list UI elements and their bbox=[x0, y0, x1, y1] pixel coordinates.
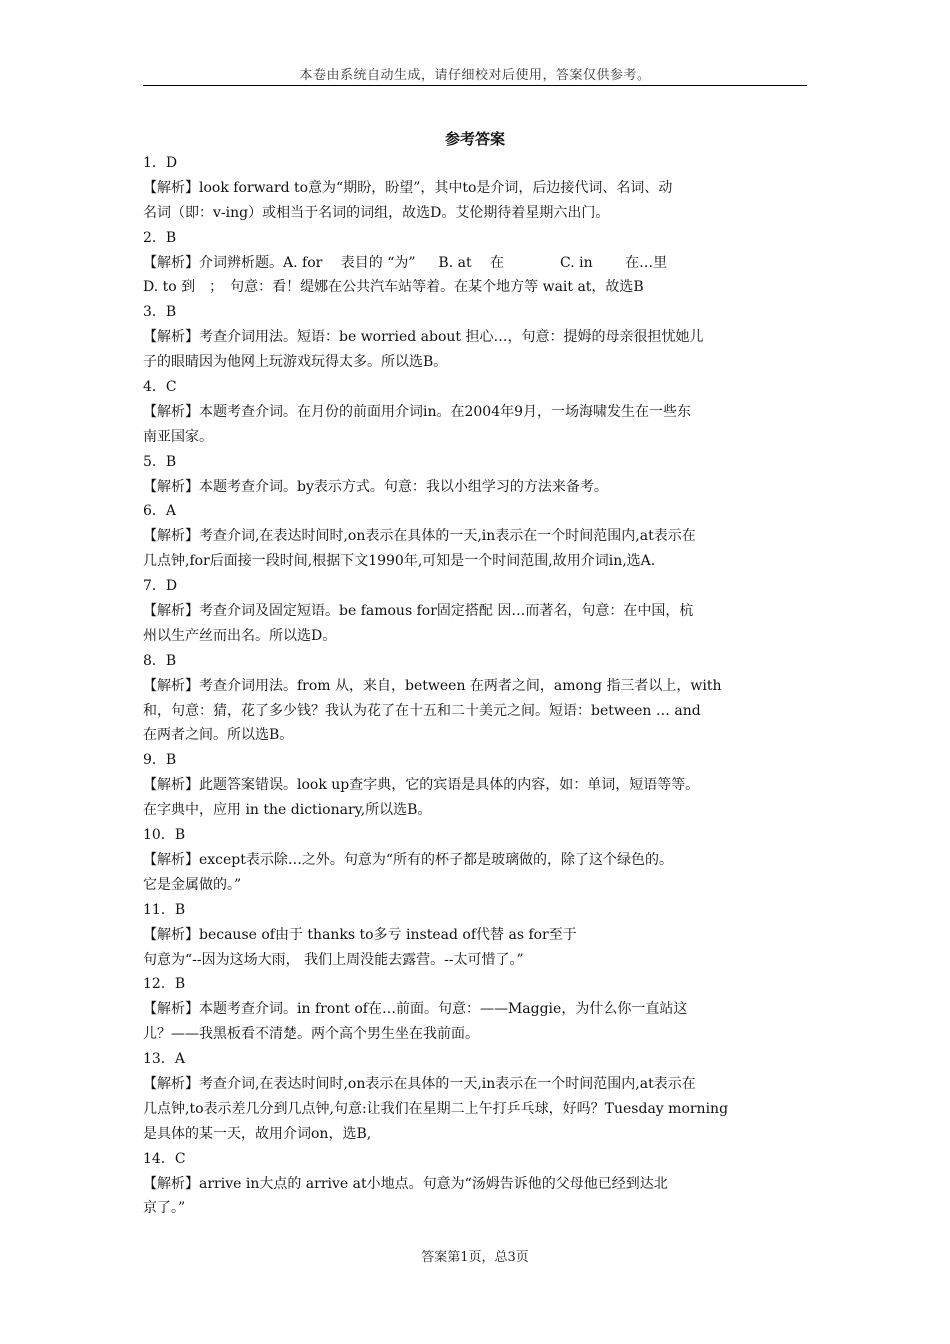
content-line: 儿？——我黑板看不清楚。两个高个男生坐在我前面。 bbox=[143, 1026, 479, 1043]
content-line: 【解析】考查介词,在表达时间时,on表示在具体的一天,in表示在一个时间范围内,at表示在 bbox=[143, 528, 696, 545]
content-line: 4．C bbox=[143, 379, 177, 396]
content-line: 3．B bbox=[143, 304, 177, 321]
content-line: 7．D bbox=[143, 578, 178, 595]
content-line: 南亚国家。 bbox=[143, 428, 213, 445]
header-disclaimer: 本卷由系统自动生成，请仔细校对后使用，答案仅供参考。 bbox=[299, 68, 651, 83]
content-line: 和，句意：猜，花了多少钱？我认为花了在十五和二十美元之间。短语：between … and bbox=[143, 702, 701, 719]
content-line: 几点钟,to表示差几分到几点钟,句意:让我们在星期二上午打乒乓球，好吗？Tuesday morning bbox=[143, 1100, 729, 1117]
content-line: 名词（即：v-ing）或相当于名词的词组，故选D。艾伦期待着星期六出门。 bbox=[143, 204, 610, 221]
content-line: 【解析】本题考查介词。在月份的前面用介词in。在2004年9月，一场海啸发生在一些东 bbox=[143, 403, 692, 420]
content-line: 5．B bbox=[143, 453, 177, 470]
content-line: 它是金属做的。” bbox=[143, 876, 242, 893]
content-line: 子的眼睛因为他网上玩游戏玩得太多。所以选B。 bbox=[143, 354, 448, 371]
content-line: 【解析】because of由于 thanks to多亏 instead of代替 as for至于 bbox=[143, 926, 577, 943]
content-line: 【解析】考查介词及固定短语。be famous for固定搭配 因…而著名，句意：在中国，杭 bbox=[143, 603, 694, 620]
content-line: 【解析】except表示除…之外。句意为“所有的杯子都是玻璃做的，除了这个绿色的。 bbox=[143, 851, 674, 868]
content-line: 【解析】介词辨析题。A. for 表目的 “为” B. at 在 C. in 在…里 bbox=[143, 254, 668, 271]
page-footer: 答案第1页，总3页 bbox=[421, 1250, 529, 1265]
content-line: 【解析】考查介词,在表达时间时,on表示在具体的一天,in表示在一个时间范围内,at表示在 bbox=[143, 1075, 696, 1092]
content-line: 12．B bbox=[143, 976, 186, 993]
content-line: 在两者之间。所以选B。 bbox=[143, 727, 294, 744]
page-title: 参考答案 bbox=[444, 130, 505, 148]
content-line: 14．C bbox=[143, 1150, 186, 1167]
content-line: D. to 到 ； 句意：看！缇娜在公共汽车站等着。在某个地方等 wait at，故选B bbox=[143, 279, 644, 296]
content-line: 1．D bbox=[143, 155, 178, 171]
content-line: 【解析】look forward to意为“期盼，盼望”，其中to是介词，后边接代词、名词、动 bbox=[143, 179, 673, 196]
content-line: 8．B bbox=[143, 652, 177, 669]
content-line: 【解析】考查介词用法。from 从，来自，between 在两者之间，among 指三者以上，with bbox=[143, 677, 722, 694]
content-line: 【解析】本题考查介词。by表示方式。句意：我以小组学习的方法来备考。 bbox=[143, 478, 608, 495]
content-line: 13．A bbox=[143, 1051, 185, 1068]
content-line: 【解析】考查介词用法。短语：be worried about 担心…，句意：提姆的母亲很担忧她儿 bbox=[143, 329, 704, 346]
content-line: 京了。” bbox=[143, 1200, 186, 1217]
content-line: 【解析】arrive in大点的 arrive at小地点。句意为“汤姆告诉他的父母他已经到达北 bbox=[143, 1175, 668, 1192]
content-line: 10．B bbox=[143, 827, 186, 844]
content-line: 【解析】本题考查介词。in front of在…前面。句意：——Maggie，为什么你一直站这 bbox=[143, 1001, 688, 1018]
content-line: 11．B bbox=[143, 901, 186, 918]
content-line: 【解析】此题答案错误。look up查字典，它的宾语是具体的内容，如：单词，短语等等。 bbox=[143, 777, 700, 794]
content-line: 在字典中，应用 in the dictionary,所以选B。 bbox=[143, 802, 432, 819]
content-line: 句意为“--因为这场大雨， 我们上周没能去露营。--太可惜了。” bbox=[143, 951, 524, 968]
content-line: 9．B bbox=[143, 752, 177, 769]
content-line: 州以生产丝而出名。所以选D。 bbox=[143, 627, 337, 644]
answer-content bbox=[143, 151, 823, 1221]
header-divider bbox=[143, 85, 807, 86]
content-line: 6．A bbox=[143, 503, 177, 520]
content-line: 2．B bbox=[143, 229, 177, 246]
content-line: 几点钟,for后面接一段时间,根据下文1990年,可知是一个时间范围,故用介词in,选A. bbox=[143, 553, 656, 570]
content-line: 是具体的某一天，故用介词on，选B, bbox=[143, 1125, 372, 1142]
